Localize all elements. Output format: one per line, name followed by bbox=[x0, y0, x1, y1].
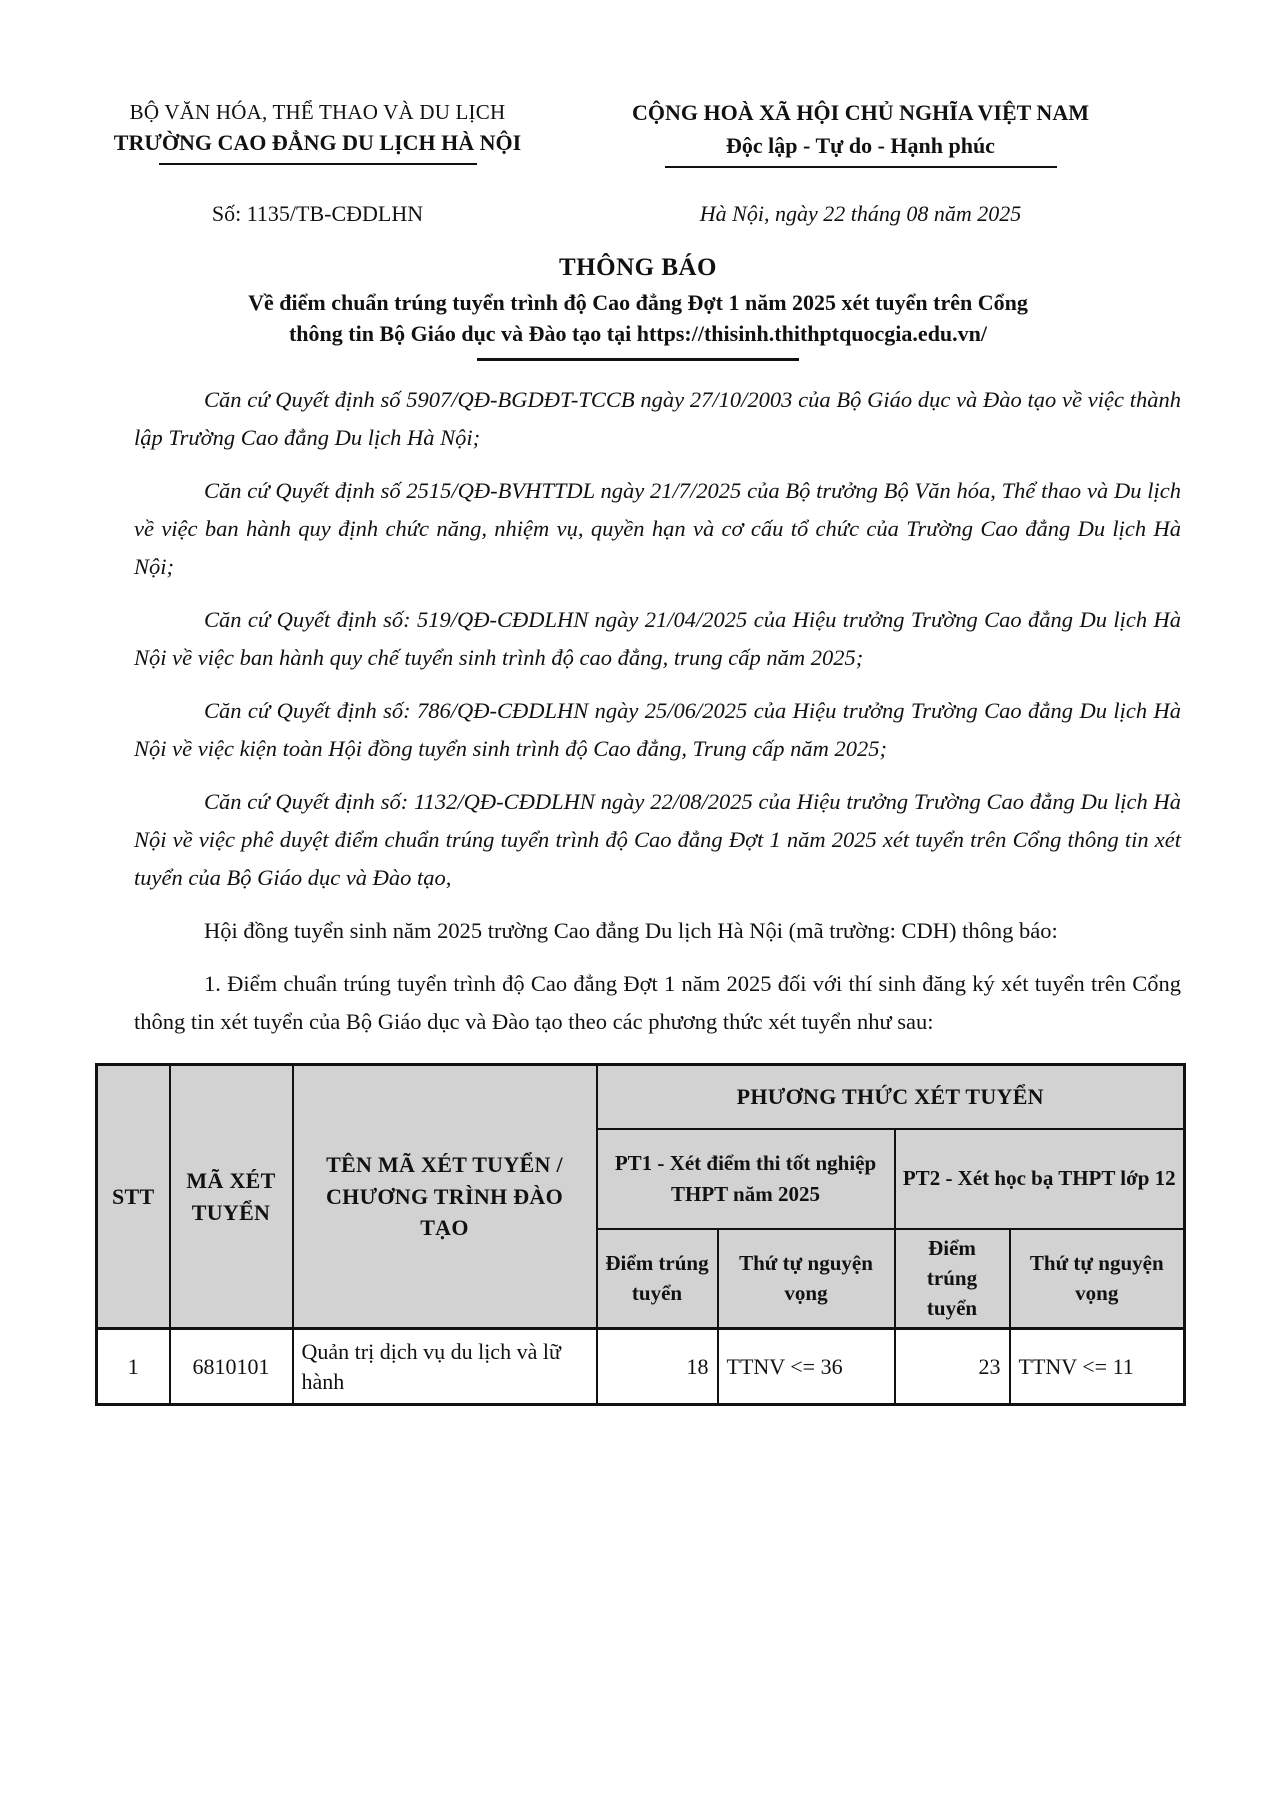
pt2-subheader-thutu: Thứ tự nguyện vọng bbox=[1010, 1229, 1185, 1329]
recital-paragraph: Căn cứ Quyết định số: 519/QĐ-CĐDLHN ngày 21/04/2025 của Hiệu trưởng Trường Cao đẳng Du lịch Hà Nội về việc ban hành quy chế tuyển sinh trình độ cao đẳng, trung cấp năm 2025; bbox=[134, 607, 1181, 670]
cell-pt2-ttnv: TTNV <= 11 bbox=[1010, 1329, 1185, 1405]
pt1-header: PT1 - Xét điểm thi tốt nghiệp THPT năm 2025 bbox=[597, 1129, 895, 1229]
recital-paragraph: Căn cứ Quyết định số 5907/QĐ-BGDĐT-TCCB ngày 27/10/2003 của Bộ Giáo dục và Đào tạo về việc thành lập Trường Cao đẳng Du lịch Hà Nội; bbox=[134, 387, 1181, 450]
issuer-school-name: TRƯỜNG CAO ĐẲNG DU LỊCH HÀ NỘI bbox=[113, 130, 522, 155]
section1-paragraph: 1. Điểm chuẩn trúng tuyển trình độ Cao đẳng Đợt 1 năm 2025 đối với thí sinh đăng ký xét tuyển trên Cổng thông tin xét tuyển của Bộ Giáo dục và Đào tạo theo các phương thức xét tuyển như sau: bbox=[134, 971, 1181, 1034]
announcement-paragraph: Hội đồng tuyển sinh năm 2025 trường Cao đẳng Du lịch Hà Nội (mã trường: CDH) thông báo: bbox=[204, 918, 1058, 943]
place-date: Hà Nội, ngày 22 tháng 08 năm 2025 bbox=[699, 201, 1022, 226]
cell-ma-xet-tuyen: 6810101 bbox=[170, 1329, 293, 1405]
cell-pt2-diem: 23 bbox=[895, 1329, 1010, 1405]
table-row bbox=[97, 1329, 1185, 1405]
national-motto-line2: Độc lập - Tự do - Hạnh phúc bbox=[726, 133, 995, 158]
col-header-ma-xet-tuyen: MÃ XÉT TUYỂN bbox=[170, 1065, 293, 1329]
pt1-subheader-diem: Điểm trúng tuyển bbox=[597, 1229, 718, 1329]
issuer-block bbox=[95, 100, 540, 165]
issuer-parent-ministry: BỘ VĂN HÓA, THỂ THAO VÀ DU LỊCH bbox=[129, 100, 506, 124]
recital-paragraph: Căn cứ Quyết định số: 1132/QĐ-CĐDLHN ngày 22/08/2025 của Hiệu trưởng Trường Cao đẳng Du lịch Hà Nội về việc phê duyệt điểm chuẩn trúng tuyển trình độ Cao đẳng Đợt 1 năm 2025 xét tuyển trên Cổng thông tin xét tuyển của Bộ Giáo dục và Đào tạo, bbox=[134, 789, 1181, 890]
col-header-stt: STT bbox=[97, 1065, 170, 1329]
cell-pt1-ttnv: TTNV <= 36 bbox=[718, 1329, 895, 1405]
doc-title: THÔNG BÁO bbox=[559, 254, 717, 281]
national-motto-line1: CỘNG HOÀ XÃ HỘI CHỦ NGHĨA VIỆT NAM bbox=[632, 100, 1089, 125]
recital-paragraph: Căn cứ Quyết định số: 786/QĐ-CĐDLHN ngày 25/06/2025 của Hiệu trưởng Trường Cao đẳng Du lịch Hà Nội về việc kiện toàn Hội đồng tuyển sinh trình độ Cao đẳng, Trung cấp năm 2025; bbox=[134, 698, 1181, 761]
cell-ten-chuong-trinh: Quản trị dịch vụ du lịch và lữ hành bbox=[293, 1329, 597, 1405]
national-block bbox=[540, 100, 1181, 168]
subtitle-underline bbox=[477, 358, 799, 361]
col-header-ten-ma: TÊN MÃ XÉT TUYỂN / CHƯƠNG TRÌNH ĐÀO TẠO bbox=[293, 1065, 597, 1329]
doc-subtitle-line1: Về điểm chuẩn trúng tuyển trình độ Cao đẳng Đợt 1 năm 2025 xét tuyển trên Cổng bbox=[248, 290, 1028, 315]
motto-underline bbox=[665, 166, 1057, 168]
pt1-subheader-thutu: Thứ tự nguyện vọng bbox=[718, 1229, 895, 1329]
recital-paragraph: Căn cứ Quyết định số 2515/QĐ-BVHTTDL ngày 21/7/2025 của Bộ trưởng Bộ Văn hóa, Thể thao và Du lịch về việc ban hành quy định chức năng, nhiệm vụ, quyền hạn và cơ cấu tổ chức của Trường Cao đẳng Du lịch Hà Nội; bbox=[134, 478, 1181, 579]
pt2-header: PT2 - Xét học bạ THPT lớp 12 bbox=[895, 1129, 1185, 1229]
admission-score-table bbox=[95, 1063, 1186, 1406]
group-header-phuong-thuc: PHƯƠNG THỨC XÉT TUYỂN bbox=[597, 1065, 1185, 1129]
doc-number: Số: 1135/TB-CĐDLHN bbox=[211, 201, 424, 226]
issuer-underline bbox=[159, 163, 477, 165]
doc-subtitle-line2: thông tin Bộ Giáo dục và Đào tạo tại https://thisinh.thithptquocgia.edu.vn/ bbox=[288, 321, 988, 346]
doc-meta-row bbox=[95, 201, 1181, 227]
cell-pt1-diem: 18 bbox=[597, 1329, 718, 1405]
pt2-subheader-diem: Điểm trúng tuyển bbox=[895, 1229, 1010, 1329]
doc-subtitle bbox=[95, 287, 1181, 361]
doc-body bbox=[134, 381, 1181, 1041]
letterhead bbox=[95, 100, 1181, 168]
cell-stt: 1 bbox=[97, 1329, 170, 1405]
